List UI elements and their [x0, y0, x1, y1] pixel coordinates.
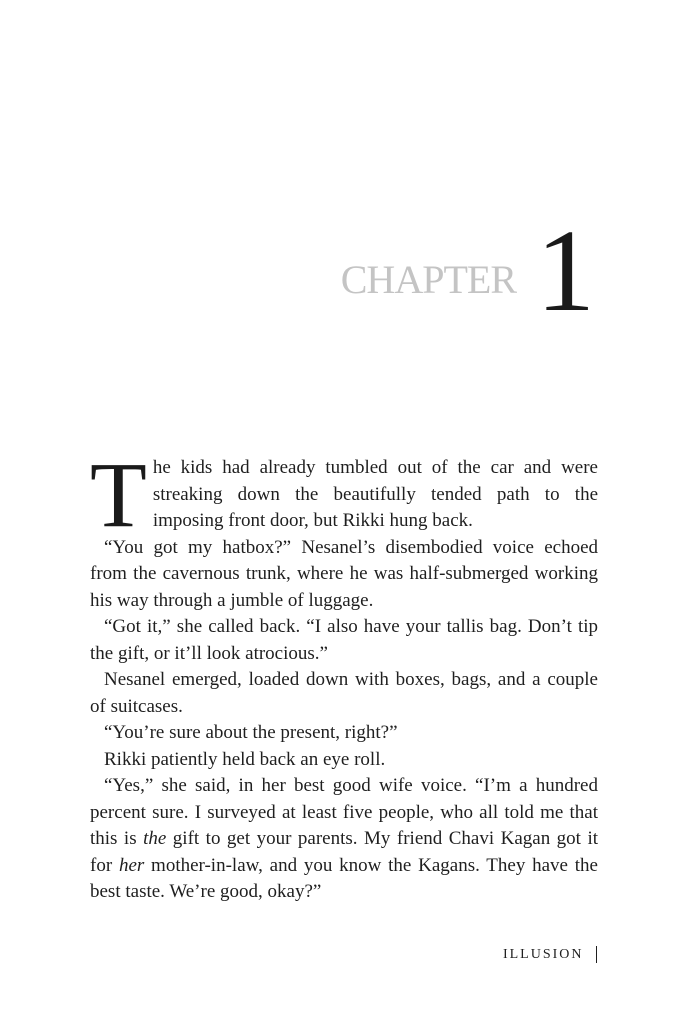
running-head: ILLUSION [502, 946, 584, 962]
paragraph [90, 667, 598, 720]
paragraph [90, 747, 598, 774]
paragraph-text: “Got it,” she called back. “I also have your tallis bag. Don’t tip the gift, or it’ll look atrocious.” [90, 616, 598, 664]
paragraph [90, 614, 598, 667]
drop-cap: T [90, 444, 147, 547]
paragraph-text: mother-in-law, and you know the Kagans. They have the best taste. We’re good, okay?” [90, 854, 598, 902]
chapter-label: CHAPTER [340, 257, 516, 303]
paragraph [90, 720, 598, 747]
paragraph [90, 773, 598, 906]
paragraph-text: “You got my hatbox?” Nesanel’s disembodied voice echoed from the cavernous trunk, where he was half-submerged working his way through a jumble of luggage. [90, 536, 598, 611]
emphasis: her [118, 854, 145, 876]
paragraph-text: Nesanel emerged, loaded down with boxes, bags, and a couple of suitcases. [90, 669, 598, 717]
paragraph-text: gift to get your parents. My friend Chavi Kagan got it for [90, 828, 599, 876]
chapter-heading [340, 205, 595, 336]
paragraph-text: Rikki patiently held back an eye roll. [104, 748, 386, 770]
page-footer [503, 946, 597, 963]
chapter-number: 1 [536, 205, 595, 336]
emphasis: the [143, 828, 167, 849]
paragraph-text: “You’re sure about the present, right?” [104, 722, 398, 743]
paragraph [90, 535, 598, 615]
paragraph-text: “Yes,” she said, in her best good wife voice. “I’m a hundred percent sure. I surveyed at least five people, who all told me that this is [90, 775, 598, 849]
paragraph [90, 444, 598, 547]
paragraph-text: he kids had already tumbled out of the car and were streaking down the beautifully tended path to the imposing front door, but Rikki hung back. [152, 457, 598, 531]
body-text [90, 444, 599, 906]
footer-divider [596, 946, 598, 963]
